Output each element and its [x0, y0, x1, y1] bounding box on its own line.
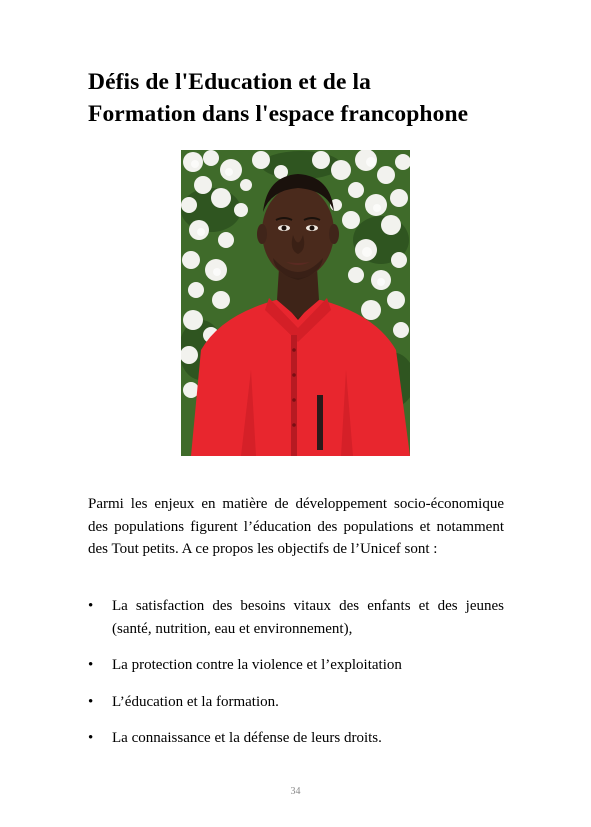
list-item	[88, 595, 504, 640]
bullet-icon: •	[88, 657, 94, 673]
list-item-text: La satisfaction des besoins vitaux des enfants et des jeunes (santé, nutrition, eau et environnement),	[112, 598, 504, 637]
bullet-icon: •	[88, 598, 94, 614]
objectives-list	[88, 595, 504, 764]
list-item-text: La connaissance et la défense de leurs droits.	[112, 730, 382, 746]
portrait-photo	[181, 150, 410, 456]
list-item	[88, 691, 504, 714]
title-line-1: Défis de l'Education et de la	[88, 69, 371, 95]
bullet-icon: •	[88, 730, 94, 746]
bullet-icon: •	[88, 693, 94, 710]
title-line-2: Formation dans l'espace francophone	[88, 101, 469, 127]
list-item-text: La protection contre la violence et l’exploitation	[112, 657, 402, 673]
list-item	[88, 654, 504, 677]
intro-paragraph: Parmi les enjeux en matière de développement socio-économique des populations figurent l’éducation des populations et notamment des Tout petits. A ce propos les objectifs de l’Unicef sont :	[88, 496, 504, 557]
list-item-text: L’éducation et la formation.	[112, 693, 279, 710]
page-number: 34	[290, 786, 301, 797]
list-item	[88, 727, 504, 750]
page-title	[88, 66, 528, 130]
